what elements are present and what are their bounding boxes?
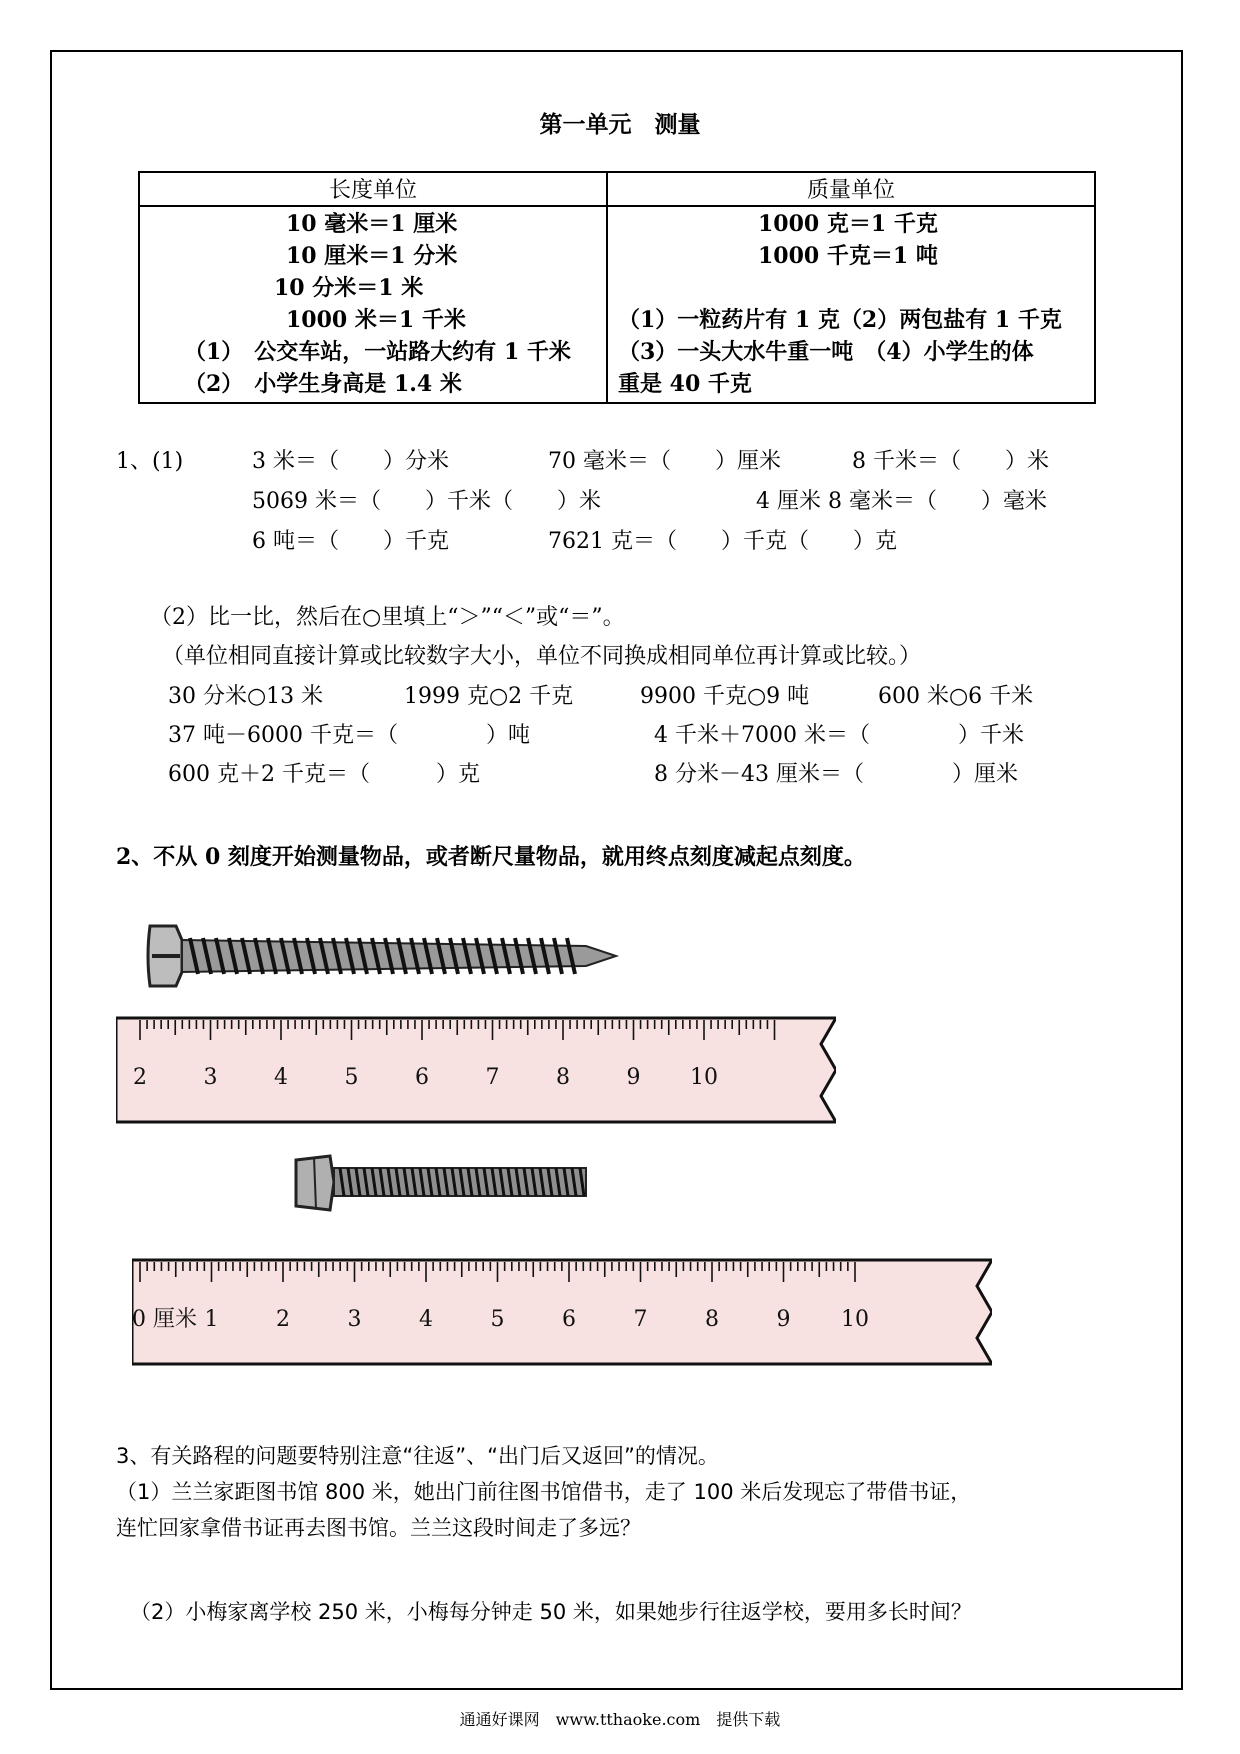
q1-item: 8 千米＝（ ）米 [852, 449, 1049, 474]
length-rule: 10 分米＝1 米 [274, 275, 424, 301]
ruler-label: 3 [203, 1065, 218, 1090]
compare-item: 1999 克○2 千克 [404, 684, 574, 709]
length-rule: 1000 米＝1 千米 [286, 307, 466, 333]
length-example: （2） 小学生身高是 1.4 米 [184, 371, 462, 397]
ruler-label: 1 [204, 1307, 219, 1332]
compare-item: 600 米○6 千米 [878, 684, 1034, 709]
ruler-label: 2 [133, 1065, 147, 1090]
length-units-cell [139, 206, 607, 403]
mass-example: 重是 40 千克 [618, 371, 752, 397]
ruler-label: 7 [633, 1307, 648, 1332]
ruler-label: 4 [419, 1307, 433, 1332]
ruler-label: 10 [690, 1065, 718, 1090]
ruler-label: 6 [562, 1307, 576, 1332]
q1-item: 4 厘米 8 毫米＝（ ）毫米 [756, 489, 1047, 514]
q1-item: 6 吨＝（ ）千克 [252, 529, 449, 554]
q1-part2-note: （单位相同直接计算或比较数字大小，单位不同换成相同单位再计算或比较。） [162, 644, 922, 669]
calc-item: 37 吨－6000 千克＝（ ）吨 [168, 723, 530, 748]
q3-title: 3、有关路程的问题要特别注意“往返”、“出门后又返回”的情况。 [116, 1444, 719, 1468]
length-rule: 10 厘米＝1 分米 [286, 243, 458, 269]
bolt-image [294, 1152, 594, 1214]
ruler-label: 7 [485, 1065, 500, 1090]
ruler-label: 10 [841, 1307, 869, 1332]
length-example: （1） 公交车站，一站路大约有 1 千米 [184, 339, 571, 365]
mass-example: （1）一粒药片有 1 克（2）两包盐有 1 千克 [618, 307, 1062, 333]
q3-part1-line2: 连忙回家拿借书证再去图书馆。兰兰这段时间走了多远？ [116, 1516, 641, 1540]
calc-item: 600 克＋2 千克＝（ ）克 [168, 762, 480, 787]
ruler-label: 8 [556, 1065, 570, 1090]
ruler-label: 9 [626, 1065, 641, 1090]
mass-rule: 1000 千克＝1 吨 [758, 243, 938, 269]
ruler-label: 4 [274, 1065, 288, 1090]
q1-number: 1、(1) [116, 449, 184, 474]
compare-item: 30 分米○13 米 [168, 684, 324, 709]
ruler-body [116, 1018, 836, 1122]
q1-item: 3 米＝（ ）分米 [252, 449, 449, 474]
q1-item: 7621 克＝（ ）千克（ ）克 [548, 529, 897, 554]
mass-rule: 1000 克＝1 千克 [758, 211, 938, 237]
q2-text: 2、不从 0 刻度开始测量物品，或者断尺量物品，就用终点刻度减起点刻度。 [116, 844, 866, 870]
q3-part1-line1: （1）兰兰家距图书馆 800 米，她出门前往图书馆借书，走了 100 米后发现忘了带借书证， [116, 1480, 972, 1504]
q1-part2-title: （2）比一比，然后在○里填上“＞”“＜”或“＝”。 [150, 605, 625, 630]
cm-ruler [132, 1258, 992, 1366]
calc-item: 8 分米－43 厘米＝（ ）厘米 [654, 762, 1018, 787]
mass-units-cell [607, 206, 1095, 403]
ruler-label: 9 [776, 1307, 791, 1332]
calc-item: 4 千米＋7000 米＝（ ）千米 [654, 723, 1024, 748]
ruler-label: 5 [344, 1065, 359, 1090]
ruler-label: 0 厘米 [132, 1307, 197, 1332]
header-length-units: 长度单位 [139, 172, 607, 206]
ruler-label: 6 [415, 1065, 429, 1090]
page-footer: 通通好课网 www.tthaoke.com 提供下载 [459, 1710, 781, 1729]
ruler-label: 3 [347, 1307, 362, 1332]
q1-item: 5069 米＝（ ）千米（ ）米 [252, 489, 601, 514]
broken-ruler [116, 1016, 836, 1124]
page-title: 第一单元 测量 [539, 111, 701, 138]
screw-image [146, 918, 626, 994]
compare-item: 9900 千克○9 吨 [640, 684, 810, 709]
ruler-label: 8 [705, 1307, 719, 1332]
q1-item: 70 毫米＝（ ）厘米 [548, 449, 781, 474]
ruler-label: 2 [276, 1307, 290, 1332]
mass-example: （3）一头大水牛重一吨 （4）小学生的体 [618, 339, 1034, 365]
length-rule: 10 毫米＝1 厘米 [286, 211, 458, 237]
units-table [138, 171, 1096, 404]
ruler-label: 5 [490, 1307, 505, 1332]
header-mass-units: 质量单位 [607, 172, 1095, 206]
q3-part2: （2）小梅家离学校 250 米，小梅每分钟走 50 米，如果她步行往返学校，要用多长时间？ [130, 1600, 972, 1624]
